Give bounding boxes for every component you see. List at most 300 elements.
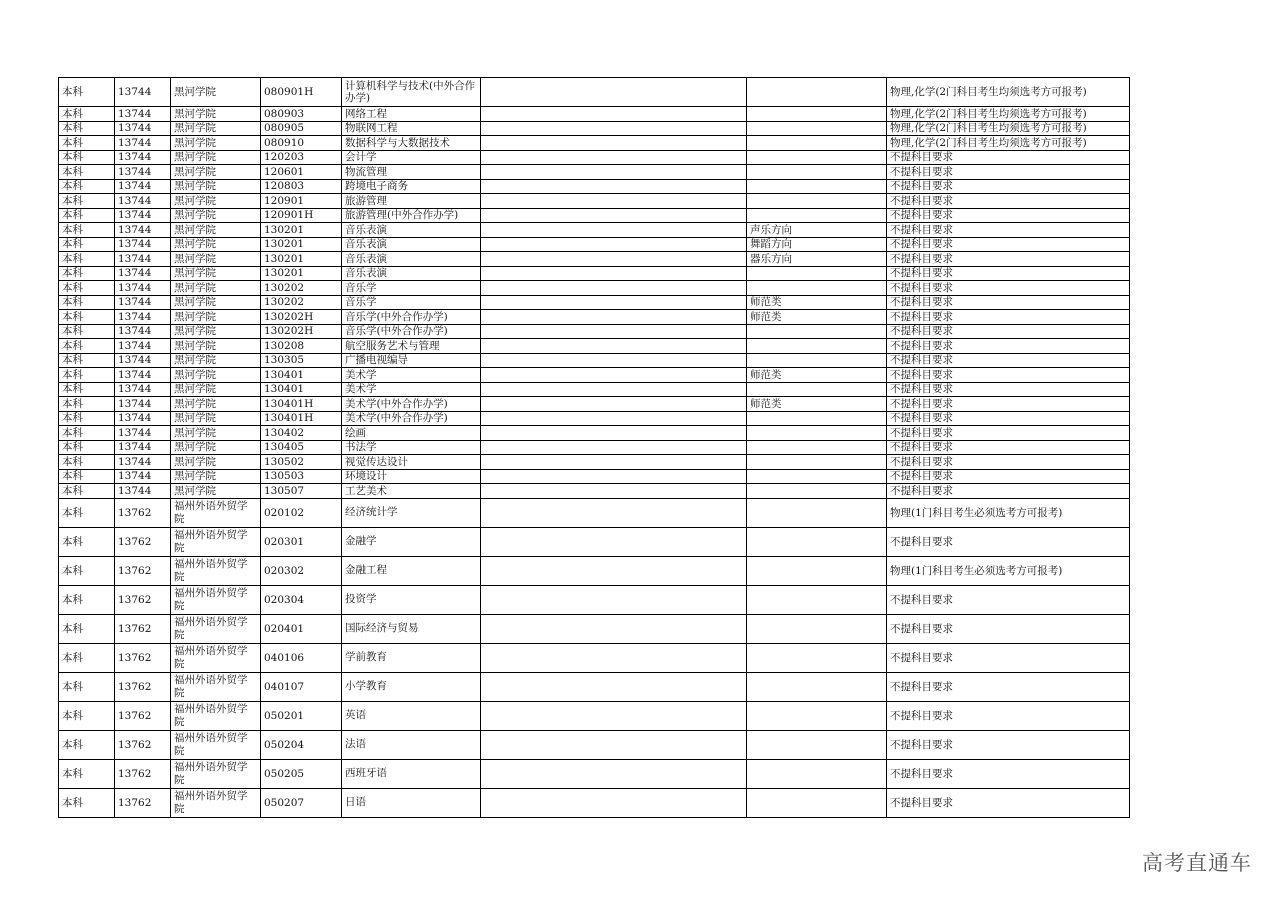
cell-school-code: 13762 (115, 759, 171, 788)
table-row (59, 78, 1130, 107)
cell-school-code: 13744 (115, 107, 171, 122)
cell-major-name: 美术学 (342, 382, 481, 397)
cell-subject-requirement: 物理(1门科目考生必须选考方可报考) (887, 556, 1130, 585)
cell-school-code: 13762 (115, 672, 171, 701)
cell-major-name: 环境设计 (342, 469, 481, 484)
cell-major-code: 130202H (261, 324, 342, 339)
cell-note (481, 701, 747, 730)
cell-major-code: 080901H (261, 78, 342, 107)
cell-level: 本科 (59, 426, 115, 441)
table-row (59, 165, 1130, 180)
cell-subject-requirement: 不提科目要求 (887, 179, 1130, 194)
cell-level: 本科 (59, 527, 115, 556)
cell-major-name: 音乐表演 (342, 237, 481, 252)
table-row (59, 556, 1130, 585)
cell-note (481, 339, 747, 354)
cell-note (481, 136, 747, 151)
cell-school-name: 福州外语外贸学院 (171, 556, 261, 585)
cell-school-code: 13762 (115, 556, 171, 585)
cell-level: 本科 (59, 455, 115, 470)
cell-level: 本科 (59, 585, 115, 614)
cell-major-code: 020401 (261, 614, 342, 643)
cell-note (481, 614, 747, 643)
cell-school-code: 13762 (115, 585, 171, 614)
cell-level: 本科 (59, 266, 115, 281)
cell-school-name: 福州外语外贸学院 (171, 498, 261, 527)
cell-direction (747, 672, 887, 701)
cell-note (481, 527, 747, 556)
cell-school-code: 13744 (115, 426, 171, 441)
cell-subject-requirement: 不提科目要求 (887, 353, 1130, 368)
cell-major-code: 050201 (261, 701, 342, 730)
table-row (59, 150, 1130, 165)
table-row (59, 701, 1130, 730)
cell-school-name: 黑河学院 (171, 252, 261, 267)
cell-school-code: 13744 (115, 121, 171, 136)
cell-school-name: 黑河学院 (171, 440, 261, 455)
table-row (59, 585, 1130, 614)
cell-direction (747, 136, 887, 151)
cell-direction (747, 730, 887, 759)
cell-school-name: 福州外语外贸学院 (171, 788, 261, 817)
cell-major-name: 美术学(中外合作办学) (342, 411, 481, 426)
cell-level: 本科 (59, 643, 115, 672)
cell-school-code: 13762 (115, 730, 171, 759)
cell-school-name: 黑河学院 (171, 411, 261, 426)
cell-major-code: 130401H (261, 411, 342, 426)
cell-school-name: 黑河学院 (171, 382, 261, 397)
cell-major-code: 130201 (261, 237, 342, 252)
cell-school-name: 福州外语外贸学院 (171, 643, 261, 672)
cell-note (481, 759, 747, 788)
cell-note (481, 223, 747, 238)
cell-major-name: 英语 (342, 701, 481, 730)
table-row (59, 179, 1130, 194)
cell-school-code: 13744 (115, 411, 171, 426)
cell-note (481, 208, 747, 223)
cell-level: 本科 (59, 730, 115, 759)
cell-direction (747, 165, 887, 180)
cell-direction (747, 498, 887, 527)
cell-direction (747, 585, 887, 614)
cell-note (481, 310, 747, 325)
cell-major-name: 法语 (342, 730, 481, 759)
cell-school-name: 黑河学院 (171, 281, 261, 296)
cell-subject-requirement: 不提科目要求 (887, 730, 1130, 759)
cell-direction (747, 266, 887, 281)
cell-school-code: 13744 (115, 455, 171, 470)
cell-subject-requirement: 不提科目要求 (887, 281, 1130, 296)
cell-direction (747, 484, 887, 499)
cell-school-code: 13744 (115, 150, 171, 165)
cell-school-code: 13762 (115, 614, 171, 643)
cell-direction (747, 426, 887, 441)
cell-major-name: 广播电视编导 (342, 353, 481, 368)
cell-direction (747, 339, 887, 354)
cell-school-name: 黑河学院 (171, 324, 261, 339)
cell-school-name: 黑河学院 (171, 353, 261, 368)
cell-direction (747, 455, 887, 470)
cell-school-name: 黑河学院 (171, 121, 261, 136)
cell-major-name: 音乐学(中外合作办学) (342, 310, 481, 325)
cell-direction (747, 788, 887, 817)
cell-note (481, 397, 747, 412)
cell-major-code: 040107 (261, 672, 342, 701)
cell-level: 本科 (59, 121, 115, 136)
cell-subject-requirement: 不提科目要求 (887, 310, 1130, 325)
cell-major-name: 音乐学(中外合作办学) (342, 324, 481, 339)
cell-school-name: 福州外语外贸学院 (171, 585, 261, 614)
table-row (59, 281, 1130, 296)
cell-level: 本科 (59, 252, 115, 267)
cell-note (481, 368, 747, 383)
table-row (59, 759, 1130, 788)
cell-major-name: 书法学 (342, 440, 481, 455)
table-body (59, 78, 1130, 818)
cell-subject-requirement: 不提科目要求 (887, 527, 1130, 556)
cell-direction (747, 556, 887, 585)
cell-note (481, 295, 747, 310)
cell-level: 本科 (59, 208, 115, 223)
cell-direction: 舞蹈方向 (747, 237, 887, 252)
cell-major-name: 视觉传达设计 (342, 455, 481, 470)
cell-level: 本科 (59, 382, 115, 397)
cell-note (481, 672, 747, 701)
cell-level: 本科 (59, 498, 115, 527)
cell-major-name: 音乐表演 (342, 266, 481, 281)
cell-note (481, 194, 747, 209)
cell-major-code: 020302 (261, 556, 342, 585)
cell-school-code: 13744 (115, 295, 171, 310)
cell-subject-requirement: 物理,化学(2门科目考生均须选考方可报考) (887, 136, 1130, 151)
cell-major-name: 小学教育 (342, 672, 481, 701)
cell-major-name: 绘画 (342, 426, 481, 441)
cell-subject-requirement: 不提科目要求 (887, 585, 1130, 614)
cell-subject-requirement: 不提科目要求 (887, 672, 1130, 701)
cell-subject-requirement: 不提科目要求 (887, 237, 1130, 252)
table-row (59, 223, 1130, 238)
cell-level: 本科 (59, 136, 115, 151)
cell-level: 本科 (59, 179, 115, 194)
cell-level: 本科 (59, 281, 115, 296)
cell-level: 本科 (59, 440, 115, 455)
cell-note (481, 266, 747, 281)
cell-note (481, 643, 747, 672)
cell-level: 本科 (59, 469, 115, 484)
cell-major-name: 跨境电子商务 (342, 179, 481, 194)
cell-level: 本科 (59, 368, 115, 383)
cell-direction (747, 701, 887, 730)
cell-school-code: 13744 (115, 237, 171, 252)
cell-note (481, 121, 747, 136)
cell-level: 本科 (59, 339, 115, 354)
cell-subject-requirement: 不提科目要求 (887, 339, 1130, 354)
cell-note (481, 411, 747, 426)
cell-school-code: 13744 (115, 397, 171, 412)
cell-school-name: 黑河学院 (171, 179, 261, 194)
cell-level: 本科 (59, 759, 115, 788)
cell-subject-requirement: 不提科目要求 (887, 295, 1130, 310)
cell-direction (747, 324, 887, 339)
cell-note (481, 237, 747, 252)
cell-major-code: 120203 (261, 150, 342, 165)
cell-direction: 声乐方向 (747, 223, 887, 238)
cell-subject-requirement: 不提科目要求 (887, 150, 1130, 165)
cell-major-code: 130208 (261, 339, 342, 354)
table-row (59, 208, 1130, 223)
cell-major-name: 国际经济与贸易 (342, 614, 481, 643)
cell-level: 本科 (59, 150, 115, 165)
cell-subject-requirement: 不提科目要求 (887, 440, 1130, 455)
cell-subject-requirement: 不提科目要求 (887, 382, 1130, 397)
cell-school-name: 黑河学院 (171, 237, 261, 252)
cell-note (481, 440, 747, 455)
cell-direction: 师范类 (747, 310, 887, 325)
cell-major-code: 130401H (261, 397, 342, 412)
cell-major-name: 投资学 (342, 585, 481, 614)
cell-major-name: 物流管理 (342, 165, 481, 180)
cell-major-name: 金融工程 (342, 556, 481, 585)
cell-school-code: 13762 (115, 788, 171, 817)
cell-major-code: 130507 (261, 484, 342, 499)
cell-school-name: 福州外语外贸学院 (171, 672, 261, 701)
cell-major-name: 音乐学 (342, 295, 481, 310)
cell-major-code: 130401 (261, 368, 342, 383)
cell-major-code: 130502 (261, 455, 342, 470)
cell-level: 本科 (59, 78, 115, 107)
cell-direction (747, 78, 887, 107)
cell-major-name: 工艺美术 (342, 484, 481, 499)
cell-school-code: 13744 (115, 252, 171, 267)
cell-level: 本科 (59, 237, 115, 252)
cell-direction (747, 469, 887, 484)
cell-school-code: 13744 (115, 179, 171, 194)
cell-major-name: 计算机科学与技术(中外合作办学) (342, 78, 481, 107)
cell-major-code: 020102 (261, 498, 342, 527)
cell-subject-requirement: 不提科目要求 (887, 701, 1130, 730)
cell-level: 本科 (59, 295, 115, 310)
cell-level: 本科 (59, 556, 115, 585)
cell-school-code: 13762 (115, 701, 171, 730)
table-row (59, 440, 1130, 455)
cell-direction (747, 440, 887, 455)
cell-school-name: 福州外语外贸学院 (171, 701, 261, 730)
table-row (59, 310, 1130, 325)
cell-subject-requirement: 不提科目要求 (887, 368, 1130, 383)
cell-major-code: 130201 (261, 223, 342, 238)
cell-note (481, 730, 747, 759)
cell-major-code: 120601 (261, 165, 342, 180)
cell-school-code: 13744 (115, 78, 171, 107)
cell-major-name: 学前教育 (342, 643, 481, 672)
cell-note (481, 426, 747, 441)
cell-subject-requirement: 不提科目要求 (887, 484, 1130, 499)
cell-major-code: 080910 (261, 136, 342, 151)
cell-school-code: 13744 (115, 324, 171, 339)
cell-note (481, 556, 747, 585)
cell-direction (747, 194, 887, 209)
table-row (59, 426, 1130, 441)
cell-level: 本科 (59, 397, 115, 412)
cell-school-name: 福州外语外贸学院 (171, 730, 261, 759)
cell-subject-requirement: 物理(1门科目考生必须选考方可报考) (887, 498, 1130, 527)
cell-level: 本科 (59, 701, 115, 730)
cell-major-code: 050204 (261, 730, 342, 759)
cell-note (481, 484, 747, 499)
cell-school-name: 黑河学院 (171, 107, 261, 122)
cell-school-name: 福州外语外贸学院 (171, 614, 261, 643)
cell-subject-requirement: 不提科目要求 (887, 252, 1130, 267)
table-row (59, 339, 1130, 354)
cell-direction (747, 411, 887, 426)
cell-subject-requirement: 不提科目要求 (887, 223, 1130, 238)
cell-direction (747, 179, 887, 194)
cell-level: 本科 (59, 223, 115, 238)
cell-subject-requirement: 不提科目要求 (887, 788, 1130, 817)
cell-direction (747, 121, 887, 136)
table-row (59, 498, 1130, 527)
cell-school-code: 13744 (115, 223, 171, 238)
table-row (59, 527, 1130, 556)
cell-major-name: 音乐表演 (342, 252, 481, 267)
table-row (59, 295, 1130, 310)
cell-note (481, 78, 747, 107)
cell-school-code: 13744 (115, 136, 171, 151)
cell-major-name: 美术学 (342, 368, 481, 383)
cell-major-code: 120901 (261, 194, 342, 209)
cell-direction (747, 150, 887, 165)
cell-school-name: 黑河学院 (171, 208, 261, 223)
cell-school-code: 13744 (115, 440, 171, 455)
cell-subject-requirement: 不提科目要求 (887, 614, 1130, 643)
cell-school-name: 黑河学院 (171, 397, 261, 412)
cell-note (481, 165, 747, 180)
cell-school-code: 13744 (115, 165, 171, 180)
cell-note (481, 107, 747, 122)
cell-school-name: 黑河学院 (171, 223, 261, 238)
cell-subject-requirement: 不提科目要求 (887, 455, 1130, 470)
cell-school-code: 13744 (115, 484, 171, 499)
cell-level: 本科 (59, 194, 115, 209)
table-row (59, 411, 1130, 426)
cell-level: 本科 (59, 165, 115, 180)
cell-note (481, 281, 747, 296)
cell-school-code: 13744 (115, 194, 171, 209)
cell-direction (747, 353, 887, 368)
cell-school-code: 13744 (115, 208, 171, 223)
cell-subject-requirement: 物理,化学(2门科目考生均须选考方可报考) (887, 78, 1130, 107)
cell-subject-requirement: 物理,化学(2门科目考生均须选考方可报考) (887, 107, 1130, 122)
cell-direction: 师范类 (747, 397, 887, 412)
cell-note (481, 150, 747, 165)
cell-major-name: 经济统计学 (342, 498, 481, 527)
cell-direction (747, 759, 887, 788)
cell-major-code: 020301 (261, 527, 342, 556)
cell-school-name: 黑河学院 (171, 150, 261, 165)
cell-school-code: 13744 (115, 382, 171, 397)
cell-note (481, 788, 747, 817)
cell-note (481, 498, 747, 527)
table-row (59, 730, 1130, 759)
cell-subject-requirement: 不提科目要求 (887, 469, 1130, 484)
cell-major-code: 020304 (261, 585, 342, 614)
cell-level: 本科 (59, 614, 115, 643)
cell-major-code: 130202 (261, 295, 342, 310)
cell-direction (747, 208, 887, 223)
cell-school-name: 黑河学院 (171, 368, 261, 383)
cell-level: 本科 (59, 788, 115, 817)
cell-school-code: 13762 (115, 527, 171, 556)
cell-school-name: 福州外语外贸学院 (171, 527, 261, 556)
cell-direction (747, 643, 887, 672)
table-row (59, 136, 1130, 151)
cell-level: 本科 (59, 324, 115, 339)
table-row (59, 484, 1130, 499)
cell-major-code: 050205 (261, 759, 342, 788)
table-row (59, 266, 1130, 281)
cell-note (481, 353, 747, 368)
cell-direction (747, 614, 887, 643)
table-row (59, 194, 1130, 209)
table-row (59, 469, 1130, 484)
cell-school-name: 黑河学院 (171, 426, 261, 441)
table-row (59, 237, 1130, 252)
cell-note (481, 252, 747, 267)
cell-school-name: 黑河学院 (171, 469, 261, 484)
cell-school-name: 黑河学院 (171, 78, 261, 107)
cell-major-code: 130201 (261, 266, 342, 281)
watermark-text: 高考直通车 (1142, 851, 1252, 875)
cell-school-code: 13762 (115, 643, 171, 672)
cell-school-name: 黑河学院 (171, 194, 261, 209)
cell-direction: 师范类 (747, 295, 887, 310)
cell-note (481, 469, 747, 484)
cell-major-name: 金融学 (342, 527, 481, 556)
cell-subject-requirement: 不提科目要求 (887, 266, 1130, 281)
cell-major-code: 120901H (261, 208, 342, 223)
cell-major-code: 130202H (261, 310, 342, 325)
table-row (59, 121, 1130, 136)
cell-major-code: 130402 (261, 426, 342, 441)
cell-major-name: 美术学(中外合作办学) (342, 397, 481, 412)
cell-note (481, 179, 747, 194)
cell-subject-requirement: 不提科目要求 (887, 643, 1130, 672)
cell-direction: 师范类 (747, 368, 887, 383)
cell-major-name: 日语 (342, 788, 481, 817)
cell-major-code: 130503 (261, 469, 342, 484)
cell-level: 本科 (59, 107, 115, 122)
cell-subject-requirement: 物理,化学(2门科目考生均须选考方可报考) (887, 121, 1130, 136)
cell-note (481, 324, 747, 339)
cell-school-name: 黑河学院 (171, 165, 261, 180)
cell-level: 本科 (59, 672, 115, 701)
cell-major-code: 130201 (261, 252, 342, 267)
cell-major-name: 音乐学 (342, 281, 481, 296)
table-row (59, 107, 1130, 122)
cell-school-code: 13762 (115, 498, 171, 527)
cell-level: 本科 (59, 310, 115, 325)
cell-school-code: 13744 (115, 310, 171, 325)
table-row (59, 353, 1130, 368)
cell-major-code: 130202 (261, 281, 342, 296)
cell-subject-requirement: 不提科目要求 (887, 397, 1130, 412)
cell-major-name: 物联网工程 (342, 121, 481, 136)
cell-note (481, 455, 747, 470)
cell-school-code: 13744 (115, 281, 171, 296)
cell-note (481, 382, 747, 397)
cell-direction (747, 527, 887, 556)
cell-level: 本科 (59, 484, 115, 499)
